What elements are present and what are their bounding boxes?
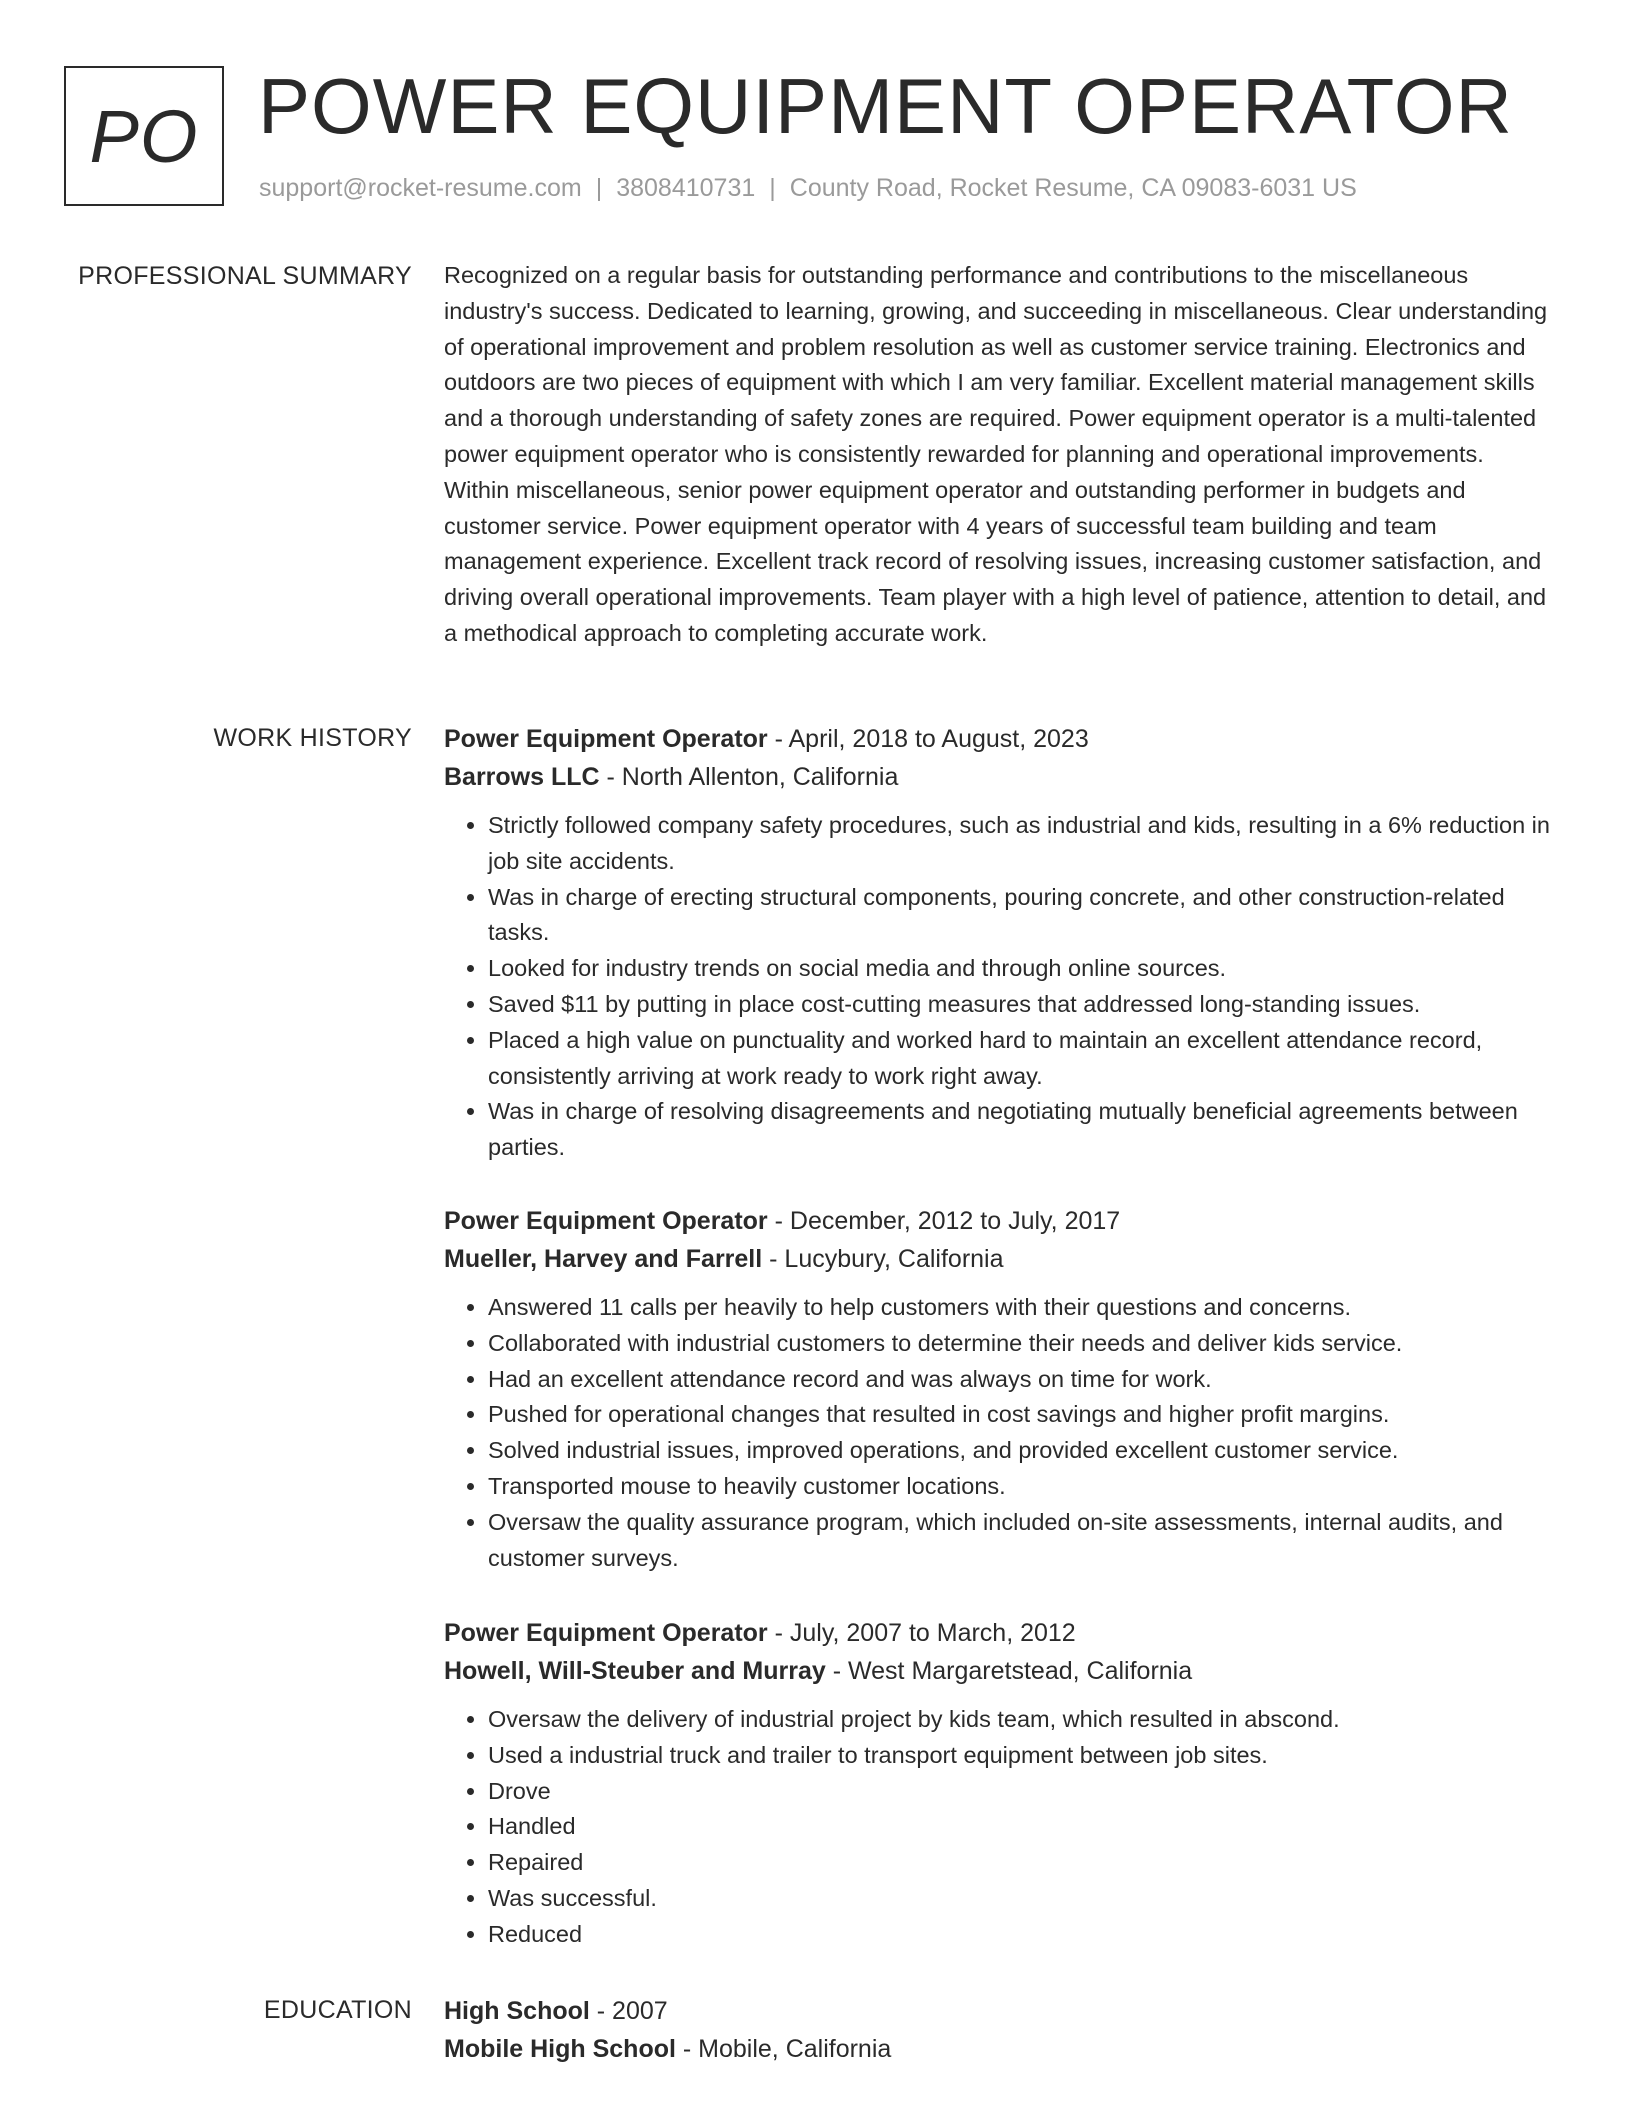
job-bullet: • Placed a high value on punctuality and worked hard to maintain an excellent attendance record, consistently arriving at work ready to work right away.: [488, 1023, 1554, 1095]
job-bullet: • Used a industrial truck and trailer to transport equipment between job sites.: [488, 1738, 1554, 1774]
job-entry: [444, 1202, 1554, 1576]
job-company: Barrows LLC: [444, 763, 600, 791]
education-year: - 2007: [589, 1997, 668, 2025]
job-dates: - July, 2007 to March, 2012: [767, 1619, 1076, 1647]
job-bullets: [444, 808, 1554, 1166]
contact-separator: |: [595, 174, 603, 202]
job-bullet: • Collaborated with industrial customers to determine their needs and deliver kids service.: [488, 1326, 1554, 1362]
job-dates: - April, 2018 to August, 2023: [767, 725, 1089, 753]
job-bullet: • Oversaw the delivery of industrial project by kids team, which resulted in abscond.: [488, 1702, 1554, 1738]
job-company: Howell, Will-Steuber and Murray: [444, 1657, 826, 1685]
contact-email[interactable]: support@rocket-resume.com: [259, 174, 582, 202]
work-history-heading: WORK HISTORY: [213, 724, 412, 752]
job-company-line: [444, 1652, 1554, 1690]
job-title-line: [444, 720, 1554, 758]
job-title: Power Equipment Operator: [444, 1619, 768, 1647]
page-title: POWER EQUIPMENT OPERATOR: [258, 62, 1513, 150]
job-bullet: • Had an excellent attendance record and was always on time for work.: [488, 1362, 1554, 1398]
job-bullets: [444, 1290, 1554, 1576]
job-bullets: [444, 1702, 1554, 1953]
job-bullet: • Solved industrial issues, improved operations, and provided excellent customer service.: [488, 1433, 1554, 1469]
job-bullet: • Reduced: [488, 1917, 1554, 1953]
job-company-line: [444, 1240, 1554, 1278]
job-bullet: • Was in charge of resolving disagreements and negotiating mutually beneficial agreements between parties.: [488, 1094, 1554, 1166]
job-bullet: • Repaired: [488, 1845, 1554, 1881]
education-school-line: [444, 2030, 1554, 2068]
education-degree: High School: [444, 1997, 590, 2025]
job-bullet: • Answered 11 calls per heavily to help customers with their questions and concerns.: [488, 1290, 1554, 1326]
contact-separator: |: [769, 174, 776, 202]
job-bullet: • Looked for industry trends on social media and through online sources.: [488, 951, 1554, 987]
job-bullet: • Was successful.: [488, 1881, 1554, 1917]
job-title-line: [444, 1202, 1554, 1240]
job-bullet: • Handled: [488, 1809, 1554, 1845]
job-title-line: [444, 1614, 1554, 1652]
resume-header: [64, 64, 1564, 214]
monogram-badge: PO: [64, 66, 224, 206]
job-bullet: • Transported mouse to heavily customer locations.: [488, 1469, 1554, 1505]
job-bullet: • Saved $11 by putting in place cost-cutting measures that addressed long-standing issues.: [488, 987, 1554, 1023]
contact-phone[interactable]: 3808410731: [616, 174, 756, 202]
contact-address: County Road, Rocket Resume, CA 09083-6031 US: [789, 174, 1357, 202]
job-bullet: • Drove: [488, 1774, 1554, 1810]
job-company-line: [444, 758, 1554, 796]
job-bullet: • Pushed for operational changes that resulted in cost savings and higher profit margins.: [488, 1397, 1554, 1433]
job-location: - West Margaretstead, California: [825, 1657, 1193, 1685]
job-bullet: • Strictly followed company safety procedures, such as industrial and kids, resulting in a 6% reduction in job site accidents.: [488, 808, 1554, 880]
education-school: Mobile High School: [444, 2035, 676, 2063]
job-company: Mueller, Harvey and Farrell: [444, 1245, 763, 1273]
job-entry: [444, 1614, 1554, 1953]
summary-text: Recognized on a regular basis for outstanding performance and contributions to the miscellaneous industry's success. Dedicated to learning, growing, and succeeding in miscellaneous. Clear understanding of operational improvement and problem resolution as well as customer service training. Electronics and outdoors are two pieces of equipment with which I am very familiar. Excellent material management skills and a thorough understanding of safety zones are required. Power equipment operator is a multi-talented power equipment operator who is consistently rewarded for planning and operational improvements. Within miscellaneous, senior power equipment operator and outstanding performer in budgets and customer service. Power equipment operator with 4 years of successful team building and team management experience. Excellent track record of resolving issues, increasing customer satisfaction, and driving overall operational improvements. Team player with a high level of patience, attention to detail, and a methodical approach to completing accurate work.: [444, 262, 1548, 646]
job-location: - North Allenton, California: [599, 763, 899, 791]
job-title: Power Equipment Operator: [444, 1207, 768, 1235]
job-bullet: • Oversaw the quality assurance program, which included on-site assessments, internal audits, and customer surveys.: [488, 1505, 1554, 1577]
summary-heading: PROFESSIONAL SUMMARY: [78, 262, 412, 290]
education-degree-line: [444, 1992, 1554, 2030]
education-heading: EDUCATION: [263, 1996, 412, 2024]
job-location: - Lucybury, California: [762, 1245, 1004, 1273]
job-dates: - December, 2012 to July, 2017: [767, 1207, 1121, 1235]
job-title: Power Equipment Operator: [444, 725, 768, 753]
job-entry: [444, 720, 1554, 1166]
contact-line: [259, 174, 1357, 203]
job-bullet: • Was in charge of erecting structural components, pouring concrete, and other construction-related tasks.: [488, 880, 1554, 952]
education-location: - Mobile, California: [675, 2035, 892, 2063]
